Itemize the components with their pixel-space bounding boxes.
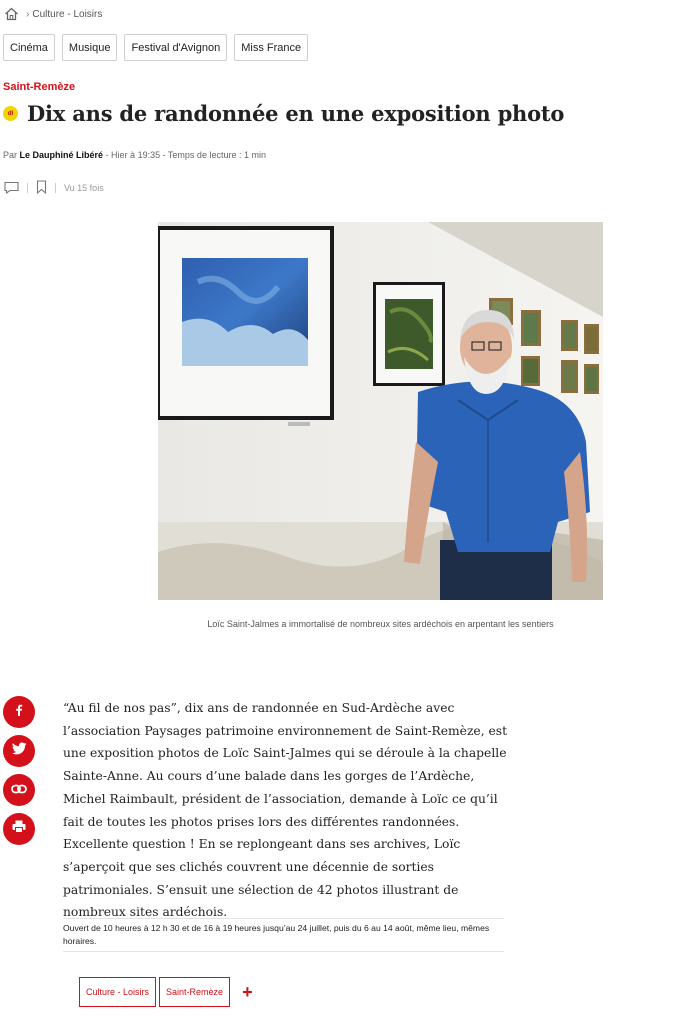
facebook-icon [12, 703, 26, 722]
tag-saint-remeze[interactable]: Saint-Remèze [159, 977, 230, 1007]
byline-author: Le Dauphiné Libéré [19, 150, 104, 160]
comment-icon[interactable] [4, 181, 19, 196]
topic-tags [3, 34, 308, 61]
share-link-button[interactable] [3, 774, 35, 806]
tools-divider [55, 183, 56, 193]
article-tags [79, 977, 253, 1007]
byline [3, 150, 266, 160]
link-icon [11, 781, 27, 799]
twitter-icon [12, 742, 27, 760]
share-twitter-button[interactable] [3, 735, 35, 767]
article-kicker[interactable]: Saint-Remèze [3, 81, 76, 93]
print-icon [12, 820, 26, 838]
photo-caption: Loïc Saint-Jalmes a immortalisé de nombreux sites ardéchois en arpentant les sentiers [207, 619, 554, 629]
byline-prefix: Par [3, 150, 18, 160]
print-button[interactable] [3, 813, 35, 845]
bookmark-icon[interactable] [36, 180, 47, 196]
tag-festival-avignon[interactable]: Festival d'Avignon [124, 34, 227, 61]
home-icon[interactable] [4, 6, 20, 22]
practical-info: Ouvert de 10 heures à 12 h 30 et de 16 à 19 heures jusqu’au 24 juillet, puis du 6 au 14 août, même lieu, mêmes horaires. [63, 918, 504, 952]
add-tag-icon[interactable]: + [242, 982, 253, 1002]
tag-culture-loisirs[interactable]: Culture - Loisirs [79, 977, 156, 1007]
article-tools [4, 180, 104, 196]
breadcrumb-current[interactable]: Culture - Loisirs [32, 8, 103, 20]
tools-divider [27, 183, 28, 193]
dl-badge-icon: dl [3, 106, 18, 121]
tag-musique[interactable]: Musique [62, 34, 118, 61]
byline-meta: - Hier à 19:35 - Temps de lecture : 1 min [105, 150, 266, 160]
article-headline [3, 101, 564, 126]
tag-cinema[interactable]: Cinéma [3, 34, 55, 61]
breadcrumb-separator: › [26, 8, 30, 20]
view-count: Vu 15 fois [64, 183, 104, 193]
article-photo[interactable] [158, 222, 603, 600]
article-title: Dix ans de randonnée en une exposition photo [27, 101, 565, 126]
article-body: “Au fil de nos pas”, dix ans de randonnée en Sud-Ardèche avec l’association Paysages patrimoine environnement de Saint-Remèze, est une exposition photos de Loïc Saint-Jalmes qui se déroule à la chapelle Sainte-Anne. Au cours d’une balade dans les gorges de l’Ardèche, Michel Raimbault, président de l’association, demande à Loïc ce qu’il fait de toutes les photos prises lors des différentes randonnées. Excellente question ! En se replongeant dans ses archives, Loïc s’aperçoit que ses clichés couvrent une décennie de sorties patrimoniales. S’ensuit une sélection de 42 photos illustrant de nombreux sites ardéchois. [63, 701, 508, 920]
breadcrumb [4, 6, 102, 22]
tag-miss-france[interactable]: Miss France [234, 34, 308, 61]
share-facebook-button[interactable] [3, 696, 35, 728]
